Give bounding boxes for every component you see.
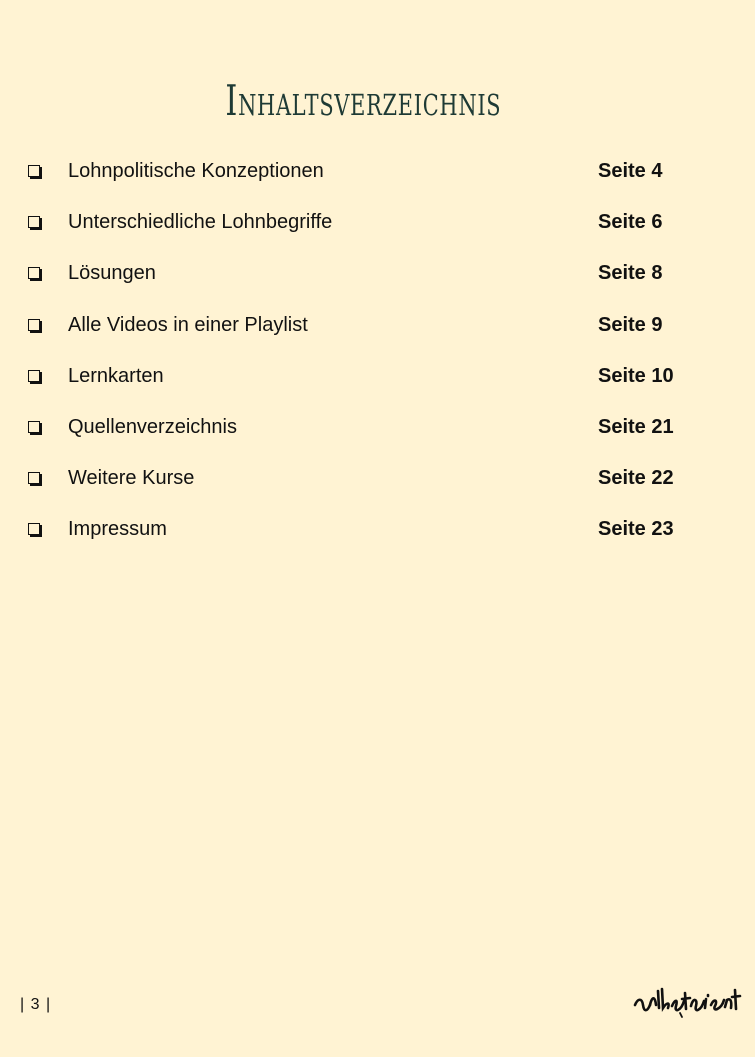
toc-entry-page: Seite 22 xyxy=(598,467,674,490)
page-title: Inhaltsverzeichnis xyxy=(225,76,502,125)
toc-entry-page: Seite 9 xyxy=(598,313,663,336)
toc-entry-page: Seite 21 xyxy=(598,415,674,438)
checkbox-icon xyxy=(28,216,40,228)
toc-entry[interactable] xyxy=(0,308,755,359)
table-of-contents xyxy=(0,154,755,564)
checkbox-icon xyxy=(28,523,40,535)
checkbox-icon xyxy=(28,319,40,331)
checkbox-icon xyxy=(28,472,40,484)
toc-entry[interactable] xyxy=(0,256,755,307)
page-number: | 3 | xyxy=(20,996,52,1013)
toc-entry-page: Seite 23 xyxy=(598,518,674,541)
toc-entry-page: Seite 8 xyxy=(598,262,663,285)
toc-entry-page: Seite 4 xyxy=(598,160,663,182)
toc-entry-label: Lösungen xyxy=(68,262,156,285)
toc-entry[interactable] xyxy=(0,410,755,461)
toc-entry-label: Lernkarten xyxy=(68,364,164,387)
toc-entry-label: Quellenverzeichnis xyxy=(68,415,237,438)
checkbox-icon xyxy=(28,165,40,177)
checkbox-icon xyxy=(28,421,40,433)
brand-logo xyxy=(632,978,742,1018)
toc-entry-label: Weitere Kurse xyxy=(68,467,195,490)
toc-entry-label: Alle Videos in einer Playlist xyxy=(68,313,308,336)
toc-entry-label: Unterschiedliche Lohnbegriffe xyxy=(68,211,333,234)
toc-entry-page: Seite 6 xyxy=(598,211,663,234)
toc-entry[interactable] xyxy=(0,154,755,205)
toc-entry-label: Impressum xyxy=(68,518,167,541)
toc-entry[interactable] xyxy=(0,205,755,256)
toc-entry[interactable] xyxy=(0,512,755,563)
toc-entry-label: Lohnpolitische Konzeptionen xyxy=(68,160,324,182)
toc-entry[interactable] xyxy=(0,461,755,512)
checkbox-icon xyxy=(28,267,40,279)
checkbox-icon xyxy=(28,370,40,382)
toc-entry-page: Seite 10 xyxy=(598,364,674,387)
toc-entry[interactable] xyxy=(0,359,755,410)
